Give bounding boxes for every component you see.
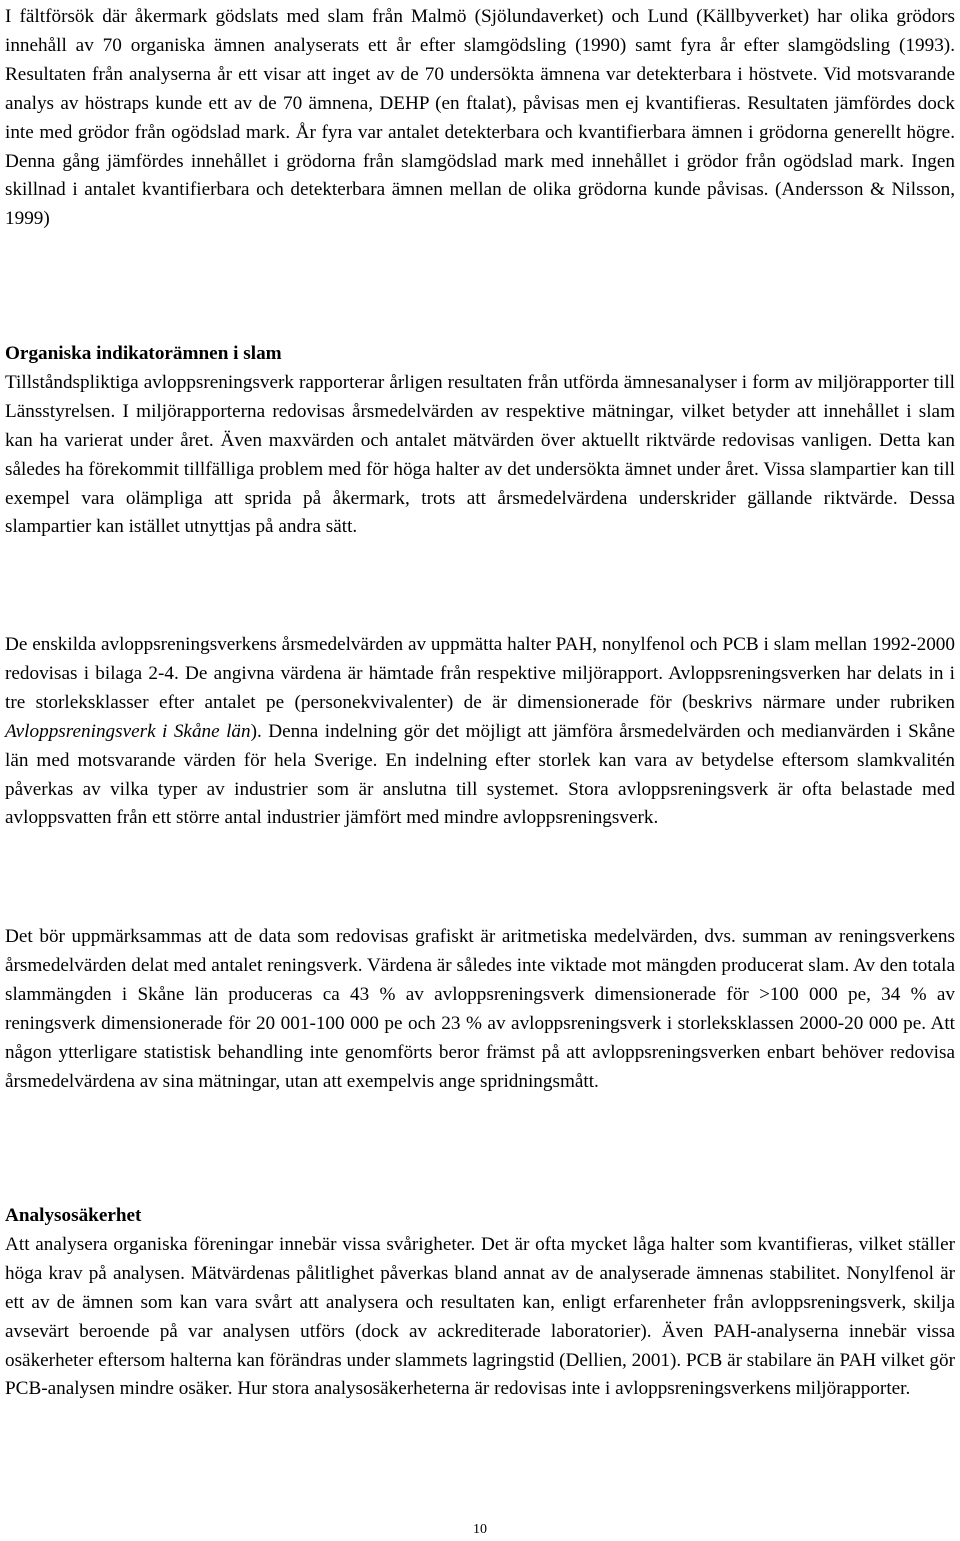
paragraph-aritmetiska-medelvarden: Det bör uppmärksammas att de data som redovisas grafiskt är aritmetiska medelvärden, dvs. summan av reningsverkens årsmedelvärden delat med antalet reningsverk. Värdena är således inte viktade mot mängden producerat slam. Av den totala slammängden i Skåne län produceras ca 43 % av avloppsreningsverk dimensionerade för >100 000 pe, 34 % av reningsverk dimensionerade för 20 001-100 000 pe och 23 % av avloppsreningsverk i storleksklassen 2000-20 000 pe. Att någon ytterligare statistisk behandling inte genomförts beror främst på att avloppsreningsverken enbart behöver redovisa årsmedelvärdena av sina mätningar, utan att exempelvis ange spridningsmått. <box>5 926 955 1092</box>
section-heading: Organiska indikatorämnen i slam <box>5 343 282 364</box>
section-organiska-indikatoramnen <box>5 340 955 542</box>
paragraph-text: ). Denna indelning gör det möjligt att jämföra årsmedelvärden och medianvärden i Skåne län med motsvarande värden för hela Sverige. En indelning efter storlek kan vara av betydelse eftersom slamkvalitén påverkas av vilka typer av industrier som är anslutna till systemet. Stora avloppsreningsverk är ofta belastade med avloppsvatten från ett större antal industrier jämfört med mindre avloppsreningsverk. <box>5 720 955 829</box>
paragraph-analysosakerhet: Att analysera organiska föreningar innebär vissa svårigheter. Det är ofta mycket låga halter som kvantifieras, vilket ställer höga krav på analysen. Mätvärdenas pålitlighet påverkas bland annat av de analyserade ämnenas stabilitet. Nonylfenol är ett av de ämnen som kan vara svårt att analysera och resultaten kan, enligt erfarenheter från avloppsreningsverk, skilja avsevärt beroende på var analysen utförs (dock av ackrediterade laboratorier). Även PAH-analyserna innebär vissa osäkerheter eftersom halterna kan förändras under slammets lagringstid (Dellien, 2001). PCB är stabilare än PAH vilket gör PCB-analysen mindre osäker. Hur stora analysosäkerheterna är redovisas inte i avloppsreningsverkens miljörapporter. <box>5 1233 955 1400</box>
page-number: 10 <box>473 1522 487 1537</box>
section-analysosakerhet <box>5 1202 955 1404</box>
italic-reference: Avloppsreningsverk i Skåne län <box>5 720 251 742</box>
paragraph-miljorapporter: Tillståndspliktiga avloppsreningsverk rapporterar årligen resultaten från utförda ämnesanalyser i form av miljörapporter till Länsstyrelsen. I miljörapporterna redovisas årsmedelvärden av respektive mätningar, vilket betyder att innehållet i slam kan ha varierat under året. Även maxvärden och antalet mätvärden över aktuellt riktvärde redovisas vanligen. Detta kan således ha förekommit tillfälliga problem med för höga halter av det undersökta ämnet under året. Vissa slampartier kan till exempel vara olämpliga att sprida på åkermark, trots att årsmedelvärdena underskrider gällande riktvärde. Dessa slampartier kan istället utnyttjas på andra sätt. <box>5 371 955 538</box>
paragraph-text: De enskilda avloppsreningsverkens årsmedelvärden av uppmätta halter PAH, nonylfenol och PCB i slam mellan 1992-2000 redovisas i bilaga 2-4. De angivna värdena är hämtade från respektive miljörapport. Avloppsreningsverken har delats in i tre storleksklasser efter antalet pe (personekvivalenter) de är dimensionerade för (beskrivs närmare under rubriken <box>5 634 955 713</box>
paragraph-field-trials: I fältförsök där åkermark gödslats med slam från Malmö (Sjölundaverket) och Lund (Källbyverket) har olika grödors innehåll av 70 organiska ämnen analyserats ett år efter slamgödsling (1990) samt fyra år efter slamgödsling (1993). Resultaten från analyserna år ett visar att inget av de 70 undersökta ämnena var detekterbara i höstvete. Vid motsvarande analys av höstraps kunde ett av de 70 ämnena, DEHP (en ftalat), påvisas men ej kvantifieras. Resultaten jämfördes dock inte med grödor från ogödslad mark. År fyra var antalet detekterbara och kvantifierbara ämnen i grödorna generellt högre. Denna gång jämfördes innehållet i grödorna från slamgödslad mark med innehållet i grödor från ogödslad mark. Ingen skillnad i antalet kvantifierbara och detekterbara ämnen mellan de olika grödorna kunde påvisas. (Andersson & Nilsson, 1999) <box>5 6 955 230</box>
section-heading: Analysosäkerhet <box>5 1205 142 1226</box>
paragraph-arsmedelvarden <box>5 631 955 833</box>
